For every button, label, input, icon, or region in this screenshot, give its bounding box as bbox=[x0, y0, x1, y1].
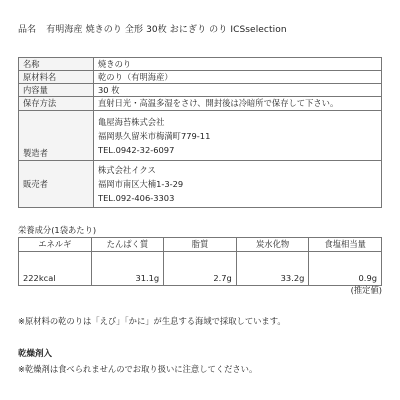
nutrition-header-energy: エネルギ bbox=[19, 238, 92, 252]
info-value-seller bbox=[94, 161, 382, 208]
info-value-manufacturer bbox=[94, 111, 382, 161]
nutrition-header-salt: 食塩相当量 bbox=[309, 238, 382, 252]
info-key-ingredients: 原材料名 bbox=[19, 71, 94, 84]
info-key-seller: 販売者 bbox=[19, 161, 94, 208]
estimate-note: (推定値) bbox=[350, 285, 382, 295]
seller-address: 福岡市南区大楠1-3-29 bbox=[98, 179, 184, 189]
nutrition-value-energy: 222kcal bbox=[19, 272, 92, 286]
info-row-manufacturer bbox=[19, 111, 382, 161]
nutrition-value-fat: 2.7g bbox=[164, 272, 237, 286]
nutrition-value-row bbox=[19, 272, 382, 286]
allergen-note: ※原材料の乾のりは「えび」「かに」が生息する海域で採取しています。 bbox=[18, 316, 286, 326]
nutrition-header-protein: たんぱく質 bbox=[91, 238, 164, 252]
nutrition-caption: 栄養成分(1袋あたり) bbox=[18, 225, 97, 235]
nutrition-header-fat: 脂質 bbox=[164, 238, 237, 252]
product-info-table bbox=[18, 57, 382, 208]
info-key-name: 名称 bbox=[19, 58, 94, 71]
manufacturer-phone: TEL.0942-32-6097 bbox=[98, 144, 175, 155]
manufacturer-company: 亀屋海苔株式会社 bbox=[98, 116, 165, 127]
desiccant-title: 乾燥剤入 bbox=[18, 349, 53, 359]
info-value-name: 焼きのり bbox=[94, 58, 382, 71]
info-value-quantity: 30 枚 bbox=[94, 84, 382, 97]
product-title bbox=[18, 26, 287, 35]
nutrition-header-carbs: 炭水化物 bbox=[236, 238, 309, 252]
seller-company: 株式会社イクス bbox=[98, 165, 156, 175]
info-key-storage: 保存方法 bbox=[19, 97, 94, 111]
nutrition-spacer-row bbox=[19, 252, 382, 273]
info-row-name bbox=[19, 58, 382, 71]
info-row-storage bbox=[19, 97, 382, 111]
info-row-quantity bbox=[19, 84, 382, 97]
nutrition-value-carbs: 33.2g bbox=[236, 272, 309, 286]
seller-phone: TEL.092-406-3303 bbox=[98, 193, 175, 203]
product-name: 有明海産 焼きのり 全形 30枚 おにぎり のり ICSselection bbox=[46, 25, 287, 35]
info-row-ingredients bbox=[19, 71, 382, 84]
info-key-manufacturer: 製造者 bbox=[19, 111, 94, 161]
product-name-label: 品名 bbox=[18, 25, 37, 35]
desiccant-note: ※乾燥剤は食べられませんのでお取り扱いに注意してください。 bbox=[18, 364, 258, 374]
info-value-storage: 直射日光・高温多湿をさけ、開封後は冷暗所で保存して下さい。 bbox=[94, 97, 382, 111]
info-value-ingredients: 乾のり（有明海産） bbox=[94, 71, 382, 84]
info-key-quantity: 内容量 bbox=[19, 84, 94, 97]
manufacturer-address: 福岡県久留米市梅満町779-11 bbox=[98, 130, 211, 141]
nutrition-value-protein: 31.1g bbox=[91, 272, 164, 286]
nutrition-header-row bbox=[19, 238, 382, 252]
info-row-seller bbox=[19, 161, 382, 208]
nutrition-table bbox=[18, 237, 382, 286]
nutrition-value-salt: 0.9g bbox=[309, 272, 382, 286]
